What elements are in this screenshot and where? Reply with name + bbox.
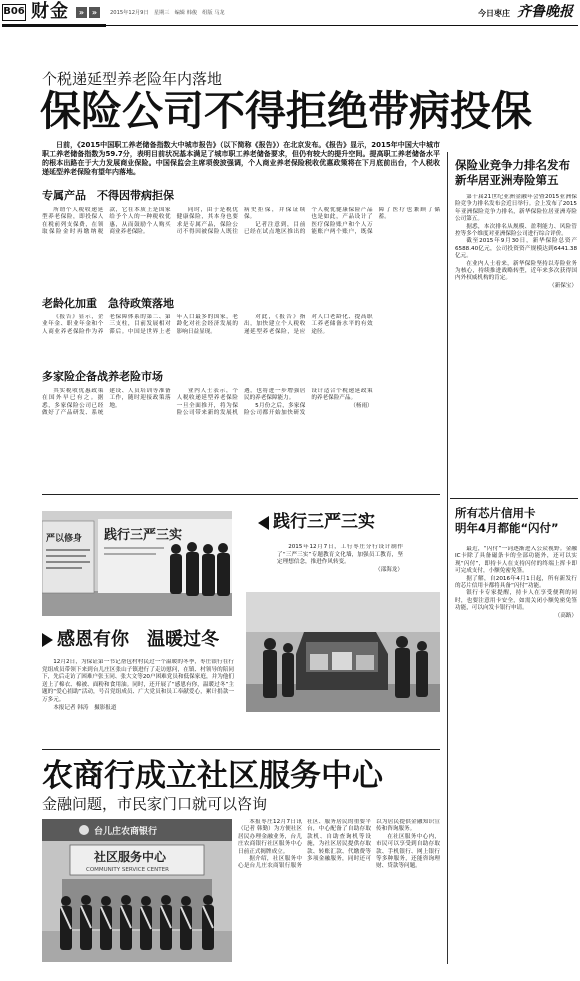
- paragraph: 在社区服务中心内，市民可以享受到自助存取款、手机银行、网上银行等多种服务，还能咨询理财、贷款等问题。: [376, 833, 440, 870]
- paragraph: 其实税收优惠政策在国外早已有之。据悉，多家保险公司已经做好了产品研发、系统建设、人员培训等准备工作，随时迎接政策落地。: [42, 388, 171, 417]
- paragraph: 据悉，本次排名从规模、盈利能力、风险管控等多个维度对亚洲保险公司进行综合评价。: [455, 223, 577, 238]
- triangle-right-icon: [42, 633, 53, 647]
- divider: [42, 494, 440, 495]
- photo-news-title: [258, 512, 375, 533]
- sidebar-body: [455, 194, 577, 490]
- headline-line: 保险业竞争力排名发布: [455, 158, 570, 172]
- headline-line: 明年4月都能“闪付”: [455, 521, 559, 535]
- service-center-sign-en: COMMUNITY SERVICE CENTER: [86, 867, 169, 873]
- paragraph: 截至2015年9月30日，新华保险总资产6588.40亿元，公司投资资产规模达到6441.38亿元。: [455, 238, 577, 260]
- section-name: 财金: [31, 1, 69, 22]
- paragraph: 据了解，自2016年4月1日起，所有新发行的芯片信用卡都将具备“闪付”功能。: [455, 575, 577, 590]
- paragraph: 记者注意到，目前已经在试点地区推出的个人税优健康保险产品也是如此，产品设计了医疗保险账户和个人万能账户两个账户，既保障了医疗也兼顾了储蓄。: [243, 207, 440, 236]
- wall-panel-text: 严以修身: [46, 534, 83, 544]
- paragraph: 最近，“闪付”一词逐渐进入公众视野。金融IC卡除了具备磁条卡的全部功能外，还可以实现“闪付”，即持卡人在支持闪付的终端上挥卡即可完成支付，小额免密免签。: [455, 546, 577, 575]
- car-shape: [296, 632, 388, 690]
- headline-line: 所有芯片信用卡: [455, 506, 536, 520]
- sidebar-headline: [455, 158, 577, 188]
- article-kicker: 个税递延型养老险年内落地: [42, 70, 223, 88]
- article-byline: （杨雨）: [350, 402, 373, 409]
- article-headline: 农商行成立社区服务中心: [42, 758, 383, 794]
- photo-culture-wall: [42, 511, 232, 616]
- double-chevron-right-icon: »: [89, 7, 100, 18]
- paragraph: 同时，由于是税优健康保险，其本身也要求是专属产品，保险公司不得因被保险人既往病史拒保，并保证续保。: [176, 207, 306, 236]
- wall-banner-text: 践行三严三实: [104, 528, 183, 543]
- page-number: B06: [2, 4, 26, 21]
- triangle-left-icon: [258, 516, 269, 530]
- photo-caption: [277, 544, 403, 584]
- article-byline: （新保宝）: [549, 282, 577, 289]
- header-rule: [106, 25, 578, 26]
- paragraph: 第十届21世纪亚洲金融年会暨2015亚洲保险竞争力排名发布会近日举行。会上发布了2015年亚洲保险竞争力排名，新华保险位居亚洲寿险公司第五。: [455, 194, 577, 223]
- paragraph: 据介绍，社区服务中心是台儿庄农商银行服务社区、服务居民的重要平台，中心配备了自助存取款机、自助查询机等设施，为社区居民提供存取款、转账汇款、代缴费等多项金融服务，同时还可以为居民提供金融知识宣传和咨询服务。: [238, 819, 440, 870]
- caption-text: 2015年12月7日，工行枣庄分行设计制作了“三严三实”专题教育文化墙，加强员工教育，坚定理想信念，推进作风转变。: [277, 544, 403, 566]
- section-title: 专属产品 不得因带病拒保: [42, 189, 174, 202]
- article-body: [238, 819, 440, 962]
- masthead-logo: 齐鲁晚报: [517, 4, 573, 20]
- paragraph: 对此，《报告》指出，加快建立个人税收递延型养老保险，是应对人口老龄化、提高职工养老储备水平的有效途径。: [243, 314, 373, 335]
- photo-charity-visit: [246, 592, 440, 712]
- paragraph: 银行卡专家提醒，持卡人在享受便利的同时，也要注意用卡安全，如需关闭小额免密免签功能，可以向发卡银行申请。: [455, 590, 577, 612]
- caption-credit: 本报记者 韩涛 摄影报道: [53, 704, 117, 711]
- article-subhead: 金融问题，市民家门口就可以咨询: [42, 795, 268, 813]
- caption-byline: （邵海龙）: [375, 566, 403, 573]
- paragraph: 5月份之后，多家保险公司都开始加快研发设计适合个税递延政策的养老保险产品。: [243, 388, 373, 417]
- section-title: 老龄化加重 急待政策落地: [42, 297, 174, 310]
- paragraph: 本报枣庄12月7日讯（记者 韩勤）为方便社区居民办理金融业务，台儿庄农商银行社区服务中心日前正式揭牌成立。: [238, 819, 302, 855]
- paragraph: 所谓个人税收递延型养老保险，即投保人在税前列支保费，在领取保险金时再缴纳税款，它在本质上是国家给予个人的一种税收优惠，从而鼓励个人购买商业养老保险。: [42, 207, 171, 236]
- bank-name-sign: 台儿庄农商银行: [94, 827, 158, 837]
- sidebar-headline: [455, 506, 577, 536]
- divider: [42, 749, 440, 750]
- article-headline: 保险公司不得拒绝带病投保: [40, 87, 532, 135]
- section-title: 多家险企备战养老险市场: [42, 370, 163, 383]
- paragraph: 在业内人士看来，新华保险坚持以寿险业务为核心，持续推进战略转型，近年来多次获得国内外权威机构的肯定。: [455, 260, 577, 282]
- article-byline: （高路）: [554, 612, 577, 619]
- edition-name: 今日枣庄: [478, 9, 510, 18]
- photo-news-title: [42, 629, 219, 650]
- column-divider: [447, 152, 448, 964]
- photo-caption: [42, 659, 234, 743]
- caption-text: 12月2日，为保证第一书记帮包村村民过一个温暖的冬季，枣庄银行在行党组成员带领下来到台儿庄区张山子镇进行了走访慰问，在镇、村领导的陪同下，先后走访了困难户张玉同、张大文等20户困难党员和低保家庭，并为他们送上了棉衣、棉被、面粉和食用油。同时，还开展了“感恩有你，温暖过冬”主题的“爱心捐助”活动，号召党组成员、广大党员和员工奉献爱心，累计捐款一万多元。: [42, 659, 234, 703]
- paragraph: 《报告》显示，企业年金、职业年金和个人商业养老保险作为养老保障体系的第二、第三支柱，目前发展相对滞后。中国是世界上老年人口最多的国家，老龄化对社会经济发展的影响日益显现。: [42, 314, 238, 335]
- header-rule: [2, 24, 106, 27]
- divider: [450, 498, 578, 499]
- photo-news-title-text: 感恩有你 温暖过冬: [57, 629, 219, 650]
- article-body: [42, 388, 440, 474]
- article-body: [42, 314, 440, 366]
- headline-line: 新华居亚洲寿险第五: [455, 173, 559, 187]
- service-center-sign: 社区服务中心: [94, 850, 167, 864]
- article-lead: 日前，《2015中国职工养老储备指数大中城市报告》（以下简称《报告》）在北京发布。《报告》显示，2015年中国大中城市职工养老储备指数为59.7分，表明目前状况基本满足了城市职工养老储备要求，但仍有较大的提升空间。提高职工养老储备水平的根本出路在于大力发展商业保险。中国保监会主席项俊波强调，个人商业养老保险税收优惠政策将在下月底前出台，个人税收递延型养老保险有望年内落地。: [42, 141, 440, 176]
- sidebar-body: [455, 546, 577, 962]
- double-chevron-right-icon: »: [76, 7, 87, 18]
- article-body: [42, 207, 440, 293]
- bank-logo-icon: [79, 825, 89, 835]
- paragraph: 业内人士表示，个人税收递延型养老保险一旦全面推开，将为保险公司带来新的发展机遇，也将进一步增强居民的养老保障能力。: [176, 388, 306, 417]
- photo-service-center: [42, 819, 232, 962]
- issue-meta: 2015年12月9日 星期三 编辑 韩俊 组版 马龙: [110, 10, 225, 16]
- photo-news-title-text: 践行三严三实: [273, 512, 375, 532]
